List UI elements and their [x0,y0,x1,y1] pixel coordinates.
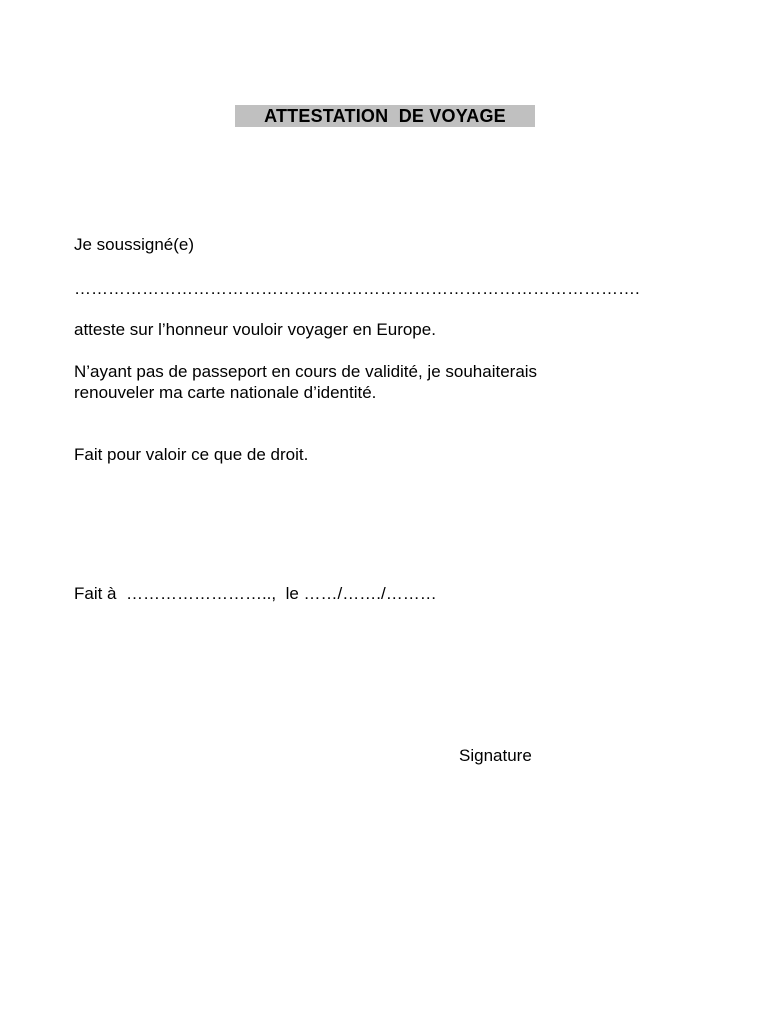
name-blank-line: ………………………………………………………………………………………. [74,279,640,298]
reason-line-2: renouveler ma carte nationale d’identité. [74,383,377,402]
intro-text: Je soussigné(e) [74,235,195,254]
signature-label: Signature [459,746,532,765]
place-date-line: Fait à …………………….., le ……/……./……… [74,584,437,603]
statement-text: atteste sur l’honneur vouloir voyager en Europe. [74,320,436,339]
title-banner [235,105,535,127]
document-title: ATTESTATION DE VOYAGE [264,106,506,126]
reason-line-1: N’ayant pas de passeport en cours de validité, je souhaiterais [74,362,538,381]
closing-text: Fait pour valoir ce que de droit. [74,445,309,464]
